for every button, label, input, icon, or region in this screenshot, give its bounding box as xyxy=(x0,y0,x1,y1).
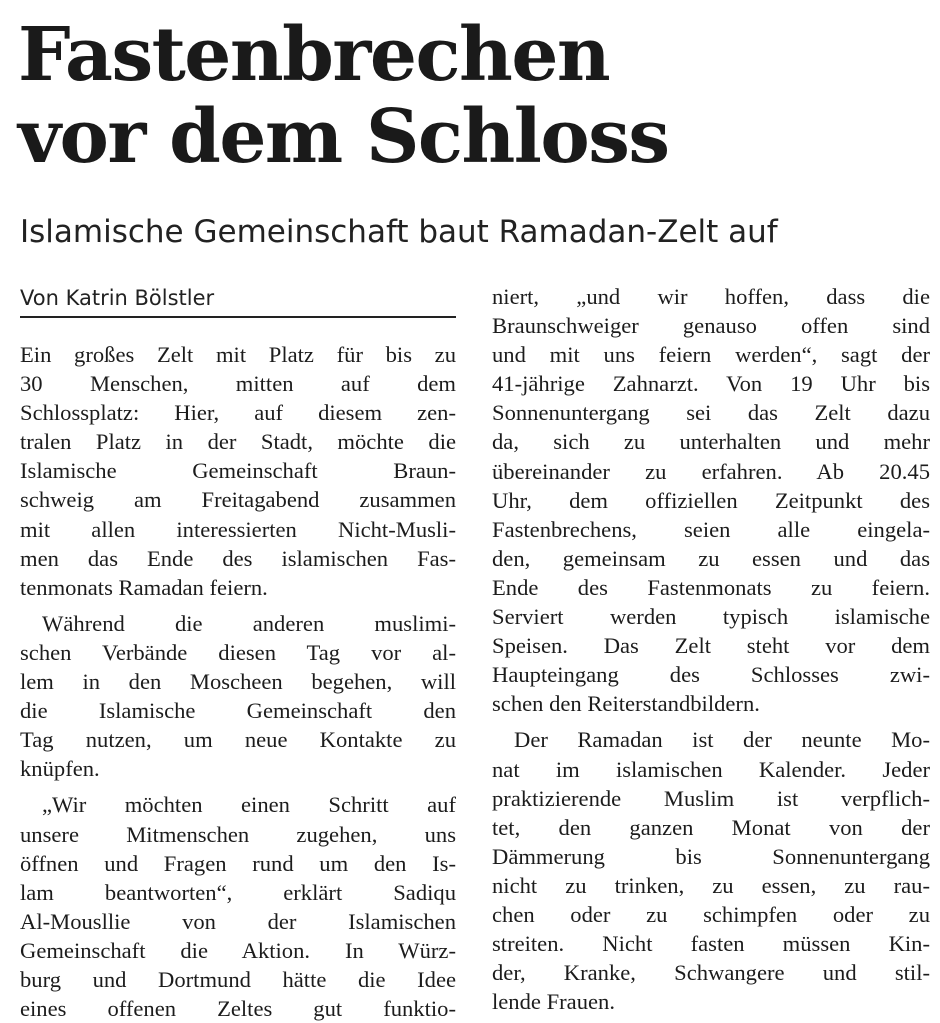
paragraph xyxy=(20,790,456,1023)
article-column-right xyxy=(492,282,930,1016)
text-line: tet, den ganzen Monat von der xyxy=(492,814,930,840)
text-line: lem in den Moscheen begehen, will xyxy=(20,669,456,695)
text-line: 41-jährige Zahnarzt. Von 19 Uhr bis xyxy=(492,371,930,397)
text-line: der, Kranke, Schwangere und stil- xyxy=(492,960,930,986)
headline-line: Fastenbrechen xyxy=(18,12,610,98)
text-line: „Wir möchten einen Schritt auf xyxy=(42,792,456,818)
paragraph xyxy=(20,609,456,784)
text-line: mit allen interessierten Nicht-Musli- xyxy=(20,516,456,542)
text-line: nicht zu trinken, zu essen, zu rau- xyxy=(492,872,930,898)
text-line: lende Frauen. xyxy=(492,989,615,1015)
text-line: Tag nutzen, um neue Kontakte zu xyxy=(20,727,456,753)
text-line: streiten. Nicht fasten müssen Kin- xyxy=(492,931,930,957)
text-line: praktizierende Muslim ist verpflich- xyxy=(492,785,930,811)
text-line: men das Ende des islamischen Fas- xyxy=(20,545,456,571)
text-line: öffnen und Fragen rund um den Is- xyxy=(20,850,456,876)
headline xyxy=(18,14,918,178)
text-line: unsere Mitmenschen zugehen, uns xyxy=(20,821,456,847)
text-line: den, gemeinsam zu essen und das xyxy=(492,545,930,571)
text-line: Haupteingang des Schlosses zwi- xyxy=(492,662,930,688)
text-line: schen den Reiterstandbildern. xyxy=(492,691,760,717)
paragraph xyxy=(492,725,930,1016)
text-line: Ende des Fastenmonats zu feiern. xyxy=(492,574,930,600)
text-line: Während die anderen muslimi- xyxy=(42,610,456,636)
text-line: da, sich zu unterhalten und mehr xyxy=(492,429,930,455)
text-line: Gemeinschaft die Aktion. In Würz- xyxy=(20,937,456,963)
paragraph xyxy=(492,282,930,718)
text-line: Sonnenuntergang sei das Zelt dazu xyxy=(492,400,930,426)
text-line: und mit uns feiern werden“, sagt der xyxy=(492,342,930,368)
text-line: Speisen. Das Zelt steht vor dem xyxy=(492,633,930,659)
text-line: eines offenen Zeltes gut funktio- xyxy=(20,996,456,1022)
text-line: Islamische Gemeinschaft Braun- xyxy=(20,458,456,484)
text-line: tralen Platz in der Stadt, möchte die xyxy=(20,429,456,455)
text-line: Fastenbrechens, seien alle eingela- xyxy=(492,516,930,542)
text-line: Uhr, dem offiziellen Zeitpunkt des xyxy=(492,487,930,513)
text-line: lam beantworten“, erklärt Sadiqu xyxy=(20,879,456,905)
article-column-left xyxy=(20,340,456,1023)
text-line: niert, „und wir hoffen, dass die xyxy=(492,284,930,309)
text-line: knüpfen. xyxy=(20,756,100,782)
text-line: Schlossplatz: Hier, auf diesem zen- xyxy=(20,400,456,426)
subheadline: Islamische Gemeinschaft baut Ramadan-Zelt auf xyxy=(20,214,778,250)
text-line: Al-Mousllie von der Islamischen xyxy=(20,908,456,934)
text-line: schen Verbände diesen Tag vor al- xyxy=(20,639,456,665)
text-line: nat im islamischen Kalender. Jeder xyxy=(492,756,930,782)
text-line: Dämmerung bis Sonnenuntergang xyxy=(492,843,930,869)
text-line: die Islamische Gemeinschaft den xyxy=(20,698,456,724)
text-line: Serviert werden typisch islamische xyxy=(492,604,930,630)
paragraph xyxy=(20,340,456,602)
text-line: burg und Dortmund hätte die Idee xyxy=(20,966,456,992)
text-line: übereinander zu erfahren. Ab 20.45 xyxy=(492,458,930,484)
text-line: Der Ramadan ist der neunte Mo- xyxy=(514,727,930,753)
text-line: 30 Menschen, mitten auf dem xyxy=(20,371,456,397)
text-line: Ein großes Zelt mit Platz für bis zu xyxy=(20,342,456,367)
text-line: schweig am Freitagabend zusammen xyxy=(20,487,456,513)
text-line: tenmonats Ramadan feiern. xyxy=(20,574,268,600)
byline: Von Katrin Bölstler xyxy=(20,284,456,318)
headline-line: vor dem Schloss xyxy=(18,94,669,180)
text-line: Braunschweiger genauso offen sind xyxy=(492,313,930,339)
text-line: chen oder zu schimpfen oder zu xyxy=(492,901,930,927)
